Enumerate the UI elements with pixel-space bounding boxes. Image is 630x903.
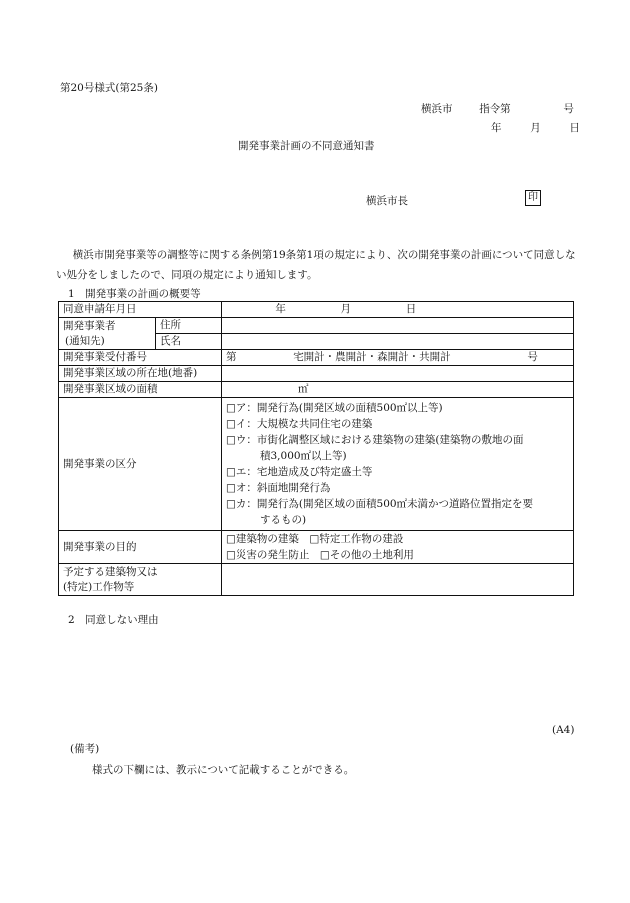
area-value[interactable] xyxy=(222,382,574,398)
planned-label-line2: (特定)工作物等 xyxy=(63,580,135,593)
header-directive: 指令第 xyxy=(479,103,511,115)
developer-name-value[interactable] xyxy=(222,334,574,350)
developer-name-label: 氏名 xyxy=(156,334,222,350)
body-paragraph: 横浜市開発事業等の調整等に関する条例第19条第1項の規定により、次の開発事業の計画について同意しない処分をしましたので、同項の規定により通知します。 xyxy=(56,249,576,281)
paper-size-note: (A4) xyxy=(552,724,575,736)
location-label: 開発事業区域の所在地(地番) xyxy=(59,366,222,382)
table-row xyxy=(59,318,574,334)
remarks-text: 様式の下欄には、教示について記載することができる。 xyxy=(92,764,355,776)
planned-structure-label xyxy=(59,564,222,596)
receipt-number-value[interactable] xyxy=(222,350,574,366)
seal-stamp: 印 xyxy=(525,190,541,206)
form-number: 第20号様式(第25条) xyxy=(60,82,158,94)
classification-options xyxy=(222,398,574,531)
remarks-heading: (備考) xyxy=(70,743,100,755)
developer-address-value[interactable] xyxy=(222,318,574,334)
development-overview-table xyxy=(58,301,574,596)
classification-option-ka-cont: するもの) xyxy=(260,514,307,526)
date-day: 日 xyxy=(569,122,580,134)
consent-date-label: 同意申請年月日 xyxy=(59,302,222,318)
developer-label-line1: 開発事業者 xyxy=(63,319,116,332)
area-unit: ㎡ xyxy=(298,383,309,395)
classification-option-o[interactable]: □オ：斜面地開発行為 xyxy=(226,482,331,494)
developer-label-line2: (通知先) xyxy=(65,334,105,347)
classification-option-a[interactable]: □ア：開発行為(開発区域の面積500㎡以上等) xyxy=(226,402,443,414)
header-directive-line xyxy=(421,101,574,116)
header-number-suffix: 号 xyxy=(563,103,574,115)
purpose-label: 開発事業の目的 xyxy=(59,531,222,564)
consent-month: 月 xyxy=(340,303,352,315)
header-date xyxy=(491,120,580,135)
purpose-line-2[interactable]: □災害の発生防止 □その他の土地利用 xyxy=(226,549,414,561)
planned-structure-value[interactable] xyxy=(222,564,574,596)
classification-option-i[interactable]: □イ：大規模な共同住宅の建築 xyxy=(226,418,373,430)
classification-option-e[interactable]: □エ：宅地造成及び特定盛土等 xyxy=(226,466,373,478)
classification-label: 開発事業の区分 xyxy=(59,398,222,531)
purpose-options xyxy=(222,531,574,564)
table-row xyxy=(59,382,574,398)
mayor-signature: 横浜市長 xyxy=(366,195,408,207)
section-2-heading: 2 同意しない理由 xyxy=(68,614,159,626)
consent-date-value[interactable] xyxy=(222,302,574,318)
receipt-categories: 宅開計・農開計・森開計・共開計 xyxy=(293,351,451,363)
date-month: 月 xyxy=(530,122,541,134)
classification-option-u[interactable]: □ウ：市街化調整区域における建築物の建築(建築物の敷地の面 xyxy=(226,434,524,446)
consent-year: 年 xyxy=(275,303,286,315)
table-row xyxy=(59,302,574,318)
developer-label xyxy=(59,318,156,350)
classification-option-ka[interactable]: □カ：開発行為(開発区域の面積500㎡未満かつ道路位置指定を要 xyxy=(226,498,534,510)
area-label: 開発事業区域の面積 xyxy=(59,382,222,398)
classification-option-u-cont: 積3,000㎡以上等) xyxy=(260,450,347,462)
table-row xyxy=(59,366,574,382)
document-title: 開発事業計画の不同意通知書 xyxy=(238,140,375,152)
header-city: 横浜市 xyxy=(421,103,453,115)
section-1-heading: 1 開発事業の計画の概要等 xyxy=(68,288,201,300)
purpose-line-1[interactable]: □建築物の建築 □特定工作物の建設 xyxy=(226,533,404,545)
receipt-prefix: 第 xyxy=(226,351,237,363)
planned-label-line1: 予定する建築物又は xyxy=(63,565,158,578)
table-row xyxy=(59,564,574,596)
date-year: 年 xyxy=(491,122,502,134)
consent-day: 日 xyxy=(405,303,417,315)
receipt-suffix: 号 xyxy=(527,351,538,363)
table-row xyxy=(59,350,574,366)
location-value[interactable] xyxy=(222,366,574,382)
receipt-number-label: 開発事業受付番号 xyxy=(59,350,222,366)
table-row xyxy=(59,398,574,531)
table-row xyxy=(59,531,574,564)
developer-address-label: 住所 xyxy=(156,318,222,334)
